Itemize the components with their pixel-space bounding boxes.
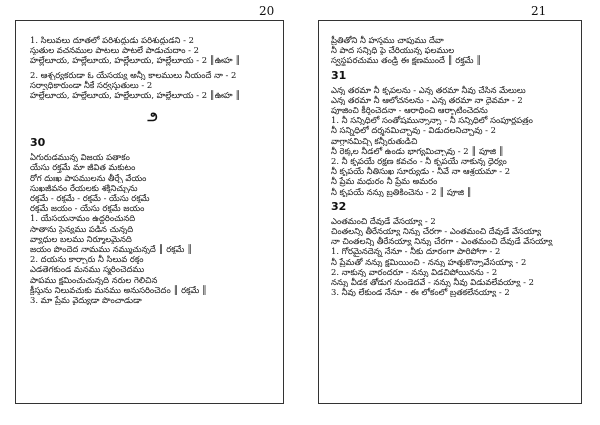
text-line: ఏగురుడమున్న విజయ పతాకం — [30, 152, 130, 163]
text-line: పాపము క్షమించుచున్నది నరుల గెలిచిన — [30, 274, 158, 285]
text-line: నన్ను వీడక తోడుగ నుండెదవే - నన్ను నీవు విడువలేవయ్యా - 2 — [331, 277, 534, 288]
text-line: యేసు రక్తమే మా జీవిత మకుటం — [30, 162, 136, 173]
text-line: ఎడతెగకుండ మనము స్మరించెదము — [30, 264, 145, 275]
text-line: రక్తమే జయం - యేసు రక్తమే జయం — [30, 203, 145, 214]
text-line: 2. నాకున్న వారందరూ - నన్ను విడచిపోయినను - 2 — [331, 266, 498, 277]
text-line: సాతాను సైన్యము పడిన చున్నది — [30, 223, 134, 234]
song-number: 31 — [331, 68, 347, 82]
text-line: 2. ఆశ్చర్యకరుడా ఓ యేసయ్య అన్నీ కాలములు నీయందే నా - 2 — [30, 69, 237, 80]
text-line: నీ కృపయే నన్ను బ్రతికించెను - 2 ║ పూజి ║ — [331, 186, 472, 197]
song-32-lines — [331, 216, 573, 298]
text-line: 1. యేసయనామం ఉద్ధరించునది — [30, 213, 136, 224]
text-line: హల్లేలూయ, హల్లేలూయ, హల్లేలూయ, హల్లేలూయ - 2 ║ఊహ ║ — [30, 90, 241, 101]
text-line: నీ పాద సన్నిధి పై చేరియున్న ఫలముల — [331, 45, 455, 56]
text-line: రక్తమే - రక్తమే - రక్తమే - యేసు రక్తమే — [30, 193, 150, 204]
text-line: 1. నీ సన్నిధిలో సంతోషమున్నాన్నా - నీ సన్నిధిలో సంపూర్ణపత్రం — [331, 115, 533, 126]
text-line: పూజించి కీర్తించెదనా - ఆరాధించి ఆర్భాటించెదను — [331, 105, 488, 116]
text-line: సర్వాధికారుండా నీకే సర్వస్తుతులు - 2 — [30, 79, 153, 90]
text-line: వాగ్దానమిచ్చి కన్నీరుతుడిచి — [331, 135, 418, 146]
song-number: 32 — [331, 199, 347, 213]
text-line: 3. నీవు లేకుండ నేనూ - ఈ లోకంలో బ్రతకలేనయ్యా - 2 — [331, 287, 510, 298]
song-30-lines — [30, 152, 275, 305]
text-line: చింతలన్ని తీరేనయ్యా నిన్ను చేరగా - ఎంతమంచి దేవుడే వేసయ్యా — [331, 226, 542, 237]
text-line: నీ ప్రేమతో నన్ను క్షమియించి - నన్ను హత్తుకొన్నావేసయ్యా - 2 — [331, 256, 527, 267]
song-31-lines — [331, 85, 573, 197]
text-line: నీ రెక్కల నీడలో ఉండు భాగ్యమిచ్చావు - 2 ║ పూజి ║ — [331, 145, 504, 156]
text-line: 1. సిలువలు దూతలో పరిశుద్ధుడు పరిశుద్ధుడని - 2 — [30, 35, 194, 45]
text-line: ఎన్న తరమా నీ ఆలోచనలను - ఎన్న తరమా నా దైవమా - 2 — [331, 94, 523, 105]
text-line: జయం పొందెద నామము నమ్ముచున్నదే ║ రక్తమే ║ — [30, 244, 193, 255]
text-line: ఎన్న తరమా నీ కృపలను - ఎన్న తరమా నీవు చేసిన మేలులు — [331, 84, 526, 95]
song-number: 30 — [30, 136, 46, 150]
section-glyph: ౨ — [147, 110, 158, 126]
text-line: ప్రీతితోని నీ హస్తము చాపుము దేవా — [331, 35, 444, 45]
left-top-lines — [30, 35, 275, 100]
text-line: 3. మా ప్రేమ వైద్యుడా పొంచాడుడా — [30, 295, 142, 306]
text-line: 2. నీ కృపయే రక్షణ కవచం - నీ కృపయే నాకున్న ధైర్యం — [331, 156, 507, 167]
text-line: నీ ప్రేమ మధురం నీ ప్రేమ అమరం — [331, 176, 438, 187]
text-line: వ్యాధుల బలము నిర్మూలమైనది — [30, 233, 132, 244]
text-line: 1. గోరమైనదెన్న నేనూ - నీకు దూరంగా పారిపోగా - 2 — [331, 246, 501, 257]
right-page — [318, 20, 582, 404]
left-page-number: 20 — [259, 4, 275, 18]
left-page — [15, 20, 284, 404]
text-line: నా చింతలన్ని తీరేనయ్యా నిన్ను చేరగా - ఎంతమంచి దేవుడే వేసయ్యా — [331, 236, 553, 247]
text-line: సుఖజీవనం రేయలకు శక్తినిచ్చును — [30, 182, 138, 193]
text-line: రోగ దుఃఖ పాపములను తీర్చే వేయం — [30, 172, 147, 183]
text-line: స్వస్థపరచుము తండ్రి ఈ క్షణముందే ║ రక్తమే ║ — [331, 55, 482, 66]
text-line: 2. దయను కార్చారు నీ సిలువ రక్తం — [30, 254, 144, 265]
text-line: హల్లేలూయ, హల్లేలూయ, హల్లేలూయ, హల్లేలూయ - 2 ║ఊహ ║ — [30, 55, 241, 66]
right-page-number: 21 — [531, 4, 547, 18]
text-line: ఎంతమంచి దేవుడే వేసయ్యా - 2 — [331, 215, 436, 226]
text-line: క్రీస్తును నిలువచుకు మనము అనుసరించెదం ║ రక్తమే ║ — [30, 284, 207, 295]
text-line: నీ కృపయే నీతిసుఖ సూర్యుడు - నీవే నా ఆశ్రయమా - 2 — [331, 166, 511, 177]
right-top-lines — [331, 35, 573, 66]
text-line: స్తుతుల వచనముల పాటలు పాటలే పాడుచుదాం - 2 — [30, 45, 199, 56]
text-line: నీ సన్నిధిలో దర్శనమిచ్చావు - విడుదలనిచ్చావు - 2 — [331, 125, 496, 136]
